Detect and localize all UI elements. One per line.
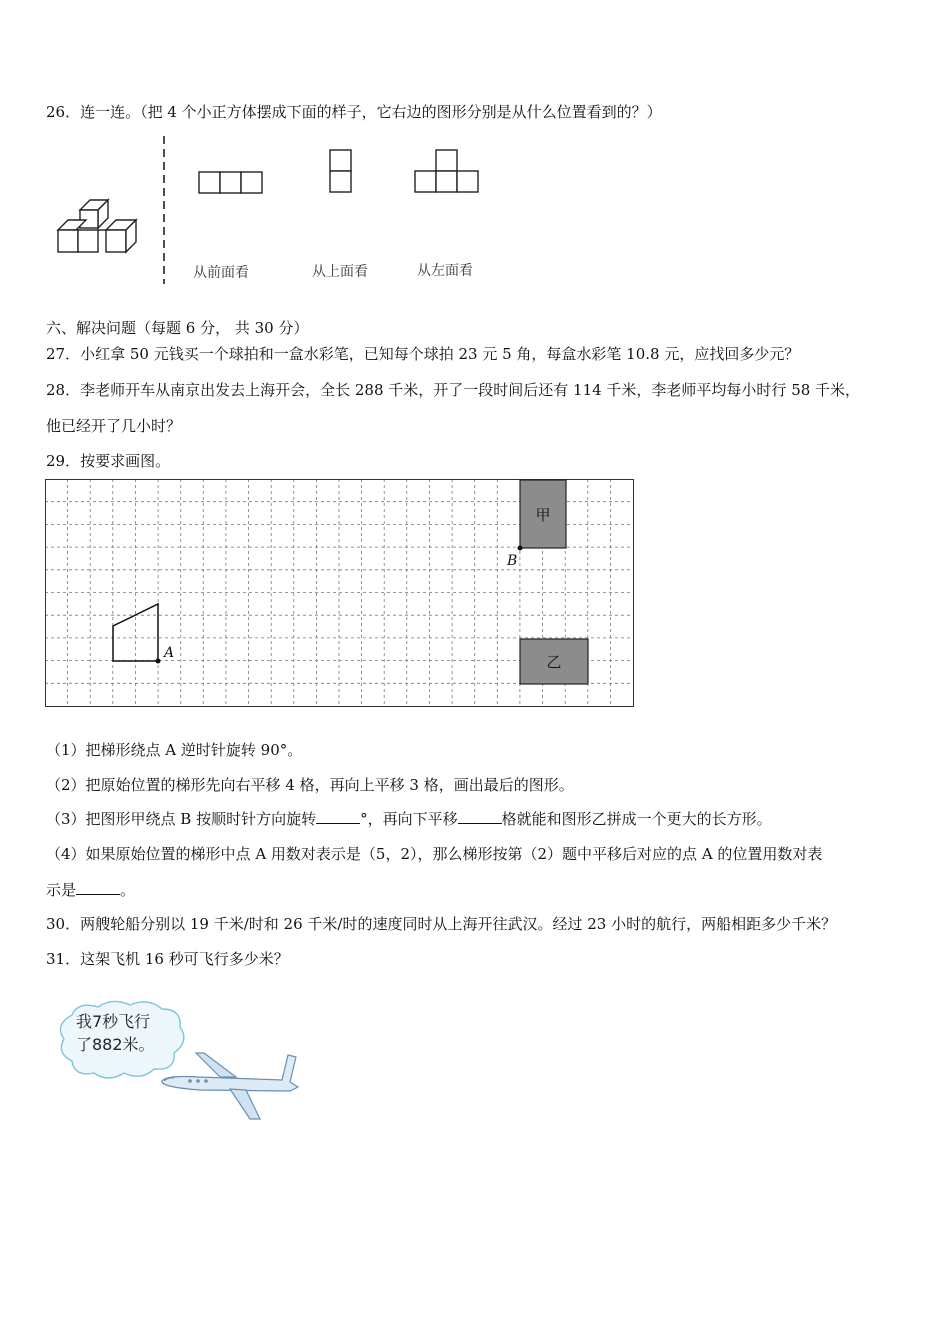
q29-sub3-part2: °，再向下平移 (360, 810, 458, 828)
q29-sub3-part3: 格就能和图形乙拼成一个更大的长方形。 (501, 810, 772, 828)
grid-figure (45, 479, 637, 711)
q29-sub2: （2）把原始位置的梯形先向右平移 4 格，再向上平移 3 格，画出最后的图形。 (46, 776, 574, 794)
q29-sub4-line2 (46, 880, 135, 900)
caption-left: 从左面看 (417, 263, 473, 279)
airplane-icon (162, 1053, 298, 1119)
q29-sub3-part1: （3）把图形甲绕点 B 按顺时针方向旋转 (46, 810, 317, 828)
q28-line1: 28．李老师开车从南京出发去上海开会，全长 288 千米，开了一段时间后还有 114 千米，李老师平均每小时行 58 千米， (46, 381, 861, 399)
view-top-shape (328, 148, 356, 196)
view-left-shape (413, 148, 485, 196)
q29-sub1: （1）把梯形绕点 A 逆时针旋转 90°。 (46, 741, 303, 759)
q29-text: 29．按要求画图。 (46, 452, 171, 470)
q29-sub4-part2: 。 (120, 881, 136, 899)
point-a-dot (156, 659, 161, 664)
cube-stack-figure (50, 190, 150, 265)
bubble-line1: 我7秒飞行 (76, 1012, 151, 1031)
q31-text: 31．这架飞机 16 秒可飞行多少米？ (46, 950, 289, 968)
q29-sub4-line1: （4）如果原始位置的梯形中点 A 用数对表示是（5，2），那么梯形按第（2）题中平移后对应的点 A 的位置用数对表 (46, 845, 823, 863)
q29-sub3 (46, 809, 772, 829)
q27-text: 27．小红拿 50 元钱买一个球拍和一盒水彩笔，已知每个球拍 23 元 5 角，每盒水彩笔 10.8 元，应找回多少元？ (46, 345, 800, 363)
answer-blank-squares[interactable] (458, 809, 502, 824)
q28-line2: 他已经开了几小时？ (46, 417, 182, 435)
q30-text: 30．两艘轮船分别以 19 千米/时和 26 千米/时的速度同时从上海开往武汉。经过 23 小时的航行，两船相距多少千米？ (46, 915, 837, 933)
view-front-shape (197, 170, 267, 196)
q29-sub4-part1: 示是 (46, 881, 77, 899)
airplane-illustration (50, 995, 310, 1130)
caption-top: 从上面看 (312, 264, 368, 280)
answer-blank-pair[interactable] (76, 880, 120, 895)
q26-text: 26．连一连。（把 4 个小正方体摆成下面的样子，它右边的图形分别是从什么位置看到的？） (46, 103, 662, 121)
answer-blank-angle[interactable] (316, 809, 360, 824)
caption-front: 从前面看 (193, 265, 249, 281)
section-heading: 六、解决问题（每题 6 分， 共 30 分） (46, 319, 309, 337)
point-a-label: A (164, 645, 175, 661)
point-b-label: B (507, 553, 518, 569)
shape-yi-label: 乙 (546, 653, 562, 671)
point-b-dot (518, 546, 523, 551)
bubble-line2: 了882米。 (76, 1035, 155, 1054)
shape-jia-label: 甲 (535, 506, 551, 524)
dashed-divider (160, 136, 168, 284)
